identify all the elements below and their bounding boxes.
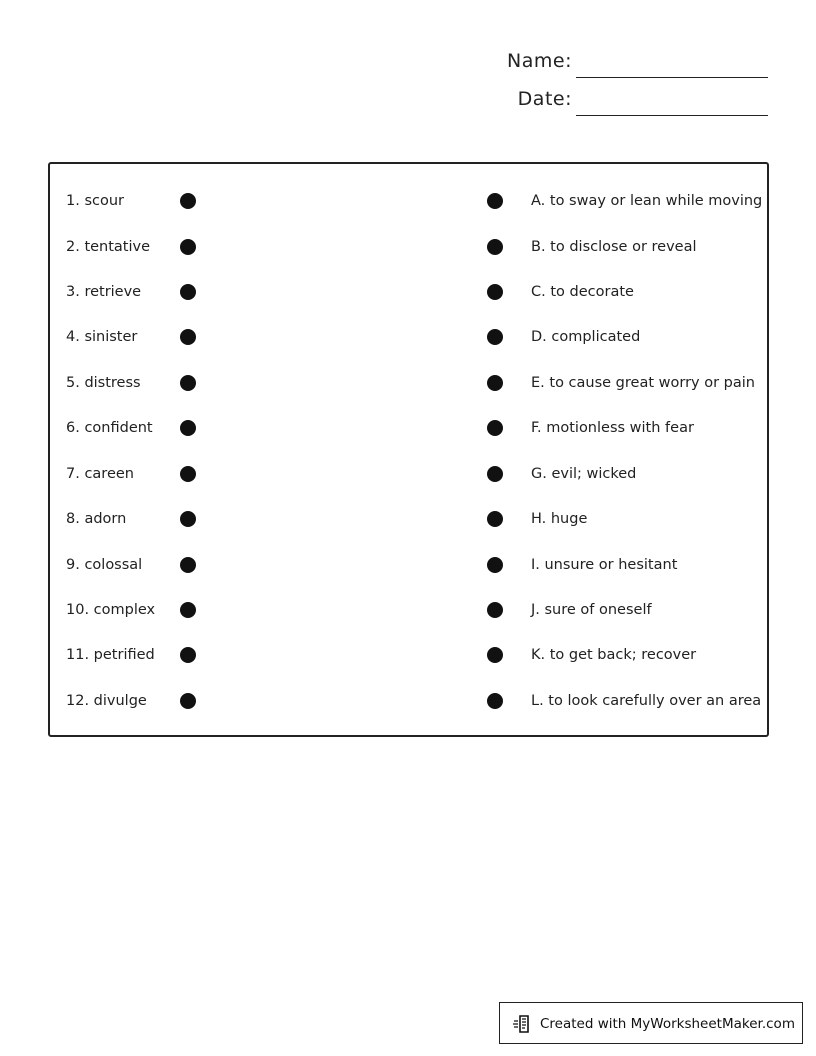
definition-label: D. complicated bbox=[531, 329, 641, 345]
term-connector-dot[interactable] bbox=[180, 329, 196, 345]
term-connector-dot[interactable] bbox=[180, 193, 196, 209]
term-label: 3. retrieve bbox=[66, 284, 142, 300]
credit-text: Created with MyWorksheetMaker.com bbox=[540, 1016, 795, 1032]
match-row bbox=[50, 189, 767, 213]
definition-connector-dot[interactable] bbox=[487, 647, 503, 663]
worksheet-maker-logo-icon bbox=[512, 1013, 534, 1035]
definition-connector-dot[interactable] bbox=[487, 511, 503, 527]
match-row bbox=[50, 598, 767, 622]
match-row bbox=[50, 416, 767, 440]
definition-label: A. to sway or lean while moving bbox=[531, 193, 763, 209]
term-connector-dot[interactable] bbox=[180, 284, 196, 300]
term-connector-dot[interactable] bbox=[180, 693, 196, 709]
term-connector-dot[interactable] bbox=[180, 375, 196, 391]
definition-label: J. sure of oneself bbox=[531, 602, 652, 618]
match-row bbox=[50, 235, 767, 259]
definition-label: C. to decorate bbox=[531, 284, 634, 300]
match-row bbox=[50, 553, 767, 577]
term-label: 8. adorn bbox=[66, 511, 127, 527]
term-connector-dot[interactable] bbox=[180, 557, 196, 573]
definition-connector-dot[interactable] bbox=[487, 375, 503, 391]
date-blank-line[interactable] bbox=[576, 115, 768, 116]
term-connector-dot[interactable] bbox=[180, 420, 196, 436]
term-connector-dot[interactable] bbox=[180, 511, 196, 527]
term-label: 7. careen bbox=[66, 466, 134, 482]
name-blank-line[interactable] bbox=[576, 77, 768, 78]
definition-label: F. motionless with fear bbox=[531, 420, 694, 436]
term-label: 2. tentative bbox=[66, 239, 151, 255]
match-row bbox=[50, 507, 767, 531]
definition-connector-dot[interactable] bbox=[487, 602, 503, 618]
match-row bbox=[50, 462, 767, 486]
term-label: 1. scour bbox=[66, 193, 124, 209]
definition-connector-dot[interactable] bbox=[487, 239, 503, 255]
term-label: 11. petrified bbox=[66, 647, 155, 663]
definition-label: L. to look carefully over an area bbox=[531, 693, 762, 709]
match-row bbox=[50, 325, 767, 349]
definition-connector-dot[interactable] bbox=[487, 193, 503, 209]
definition-connector-dot[interactable] bbox=[487, 466, 503, 482]
definition-connector-dot[interactable] bbox=[487, 420, 503, 436]
matching-exercise-box bbox=[48, 162, 769, 737]
definition-connector-dot[interactable] bbox=[487, 693, 503, 709]
match-row bbox=[50, 280, 767, 304]
term-connector-dot[interactable] bbox=[180, 602, 196, 618]
definition-connector-dot[interactable] bbox=[487, 284, 503, 300]
credit-badge[interactable] bbox=[499, 1002, 803, 1044]
term-connector-dot[interactable] bbox=[180, 466, 196, 482]
term-label: 5. distress bbox=[66, 375, 141, 391]
term-connector-dot[interactable] bbox=[180, 647, 196, 663]
definition-connector-dot[interactable] bbox=[487, 557, 503, 573]
definition-label: E. to cause great worry or pain bbox=[531, 375, 755, 391]
definition-label: G. evil; wicked bbox=[531, 466, 637, 482]
name-label: Name: bbox=[507, 50, 572, 72]
term-label: 10. complex bbox=[66, 602, 156, 618]
term-connector-dot[interactable] bbox=[180, 239, 196, 255]
date-label: Date: bbox=[517, 88, 572, 110]
definition-label: H. huge bbox=[531, 511, 588, 527]
match-row bbox=[50, 371, 767, 395]
definition-connector-dot[interactable] bbox=[487, 329, 503, 345]
definition-label: B. to disclose or reveal bbox=[531, 239, 697, 255]
definition-label: K. to get back; recover bbox=[531, 647, 697, 663]
date-field bbox=[480, 88, 770, 118]
term-label: 12. divulge bbox=[66, 693, 147, 709]
match-row bbox=[50, 643, 767, 667]
definition-label: I. unsure or hesitant bbox=[531, 557, 678, 573]
term-label: 9. colossal bbox=[66, 557, 143, 573]
term-label: 4. sinister bbox=[66, 329, 138, 345]
term-label: 6. confident bbox=[66, 420, 153, 436]
match-row bbox=[50, 689, 767, 713]
name-field bbox=[480, 50, 770, 80]
